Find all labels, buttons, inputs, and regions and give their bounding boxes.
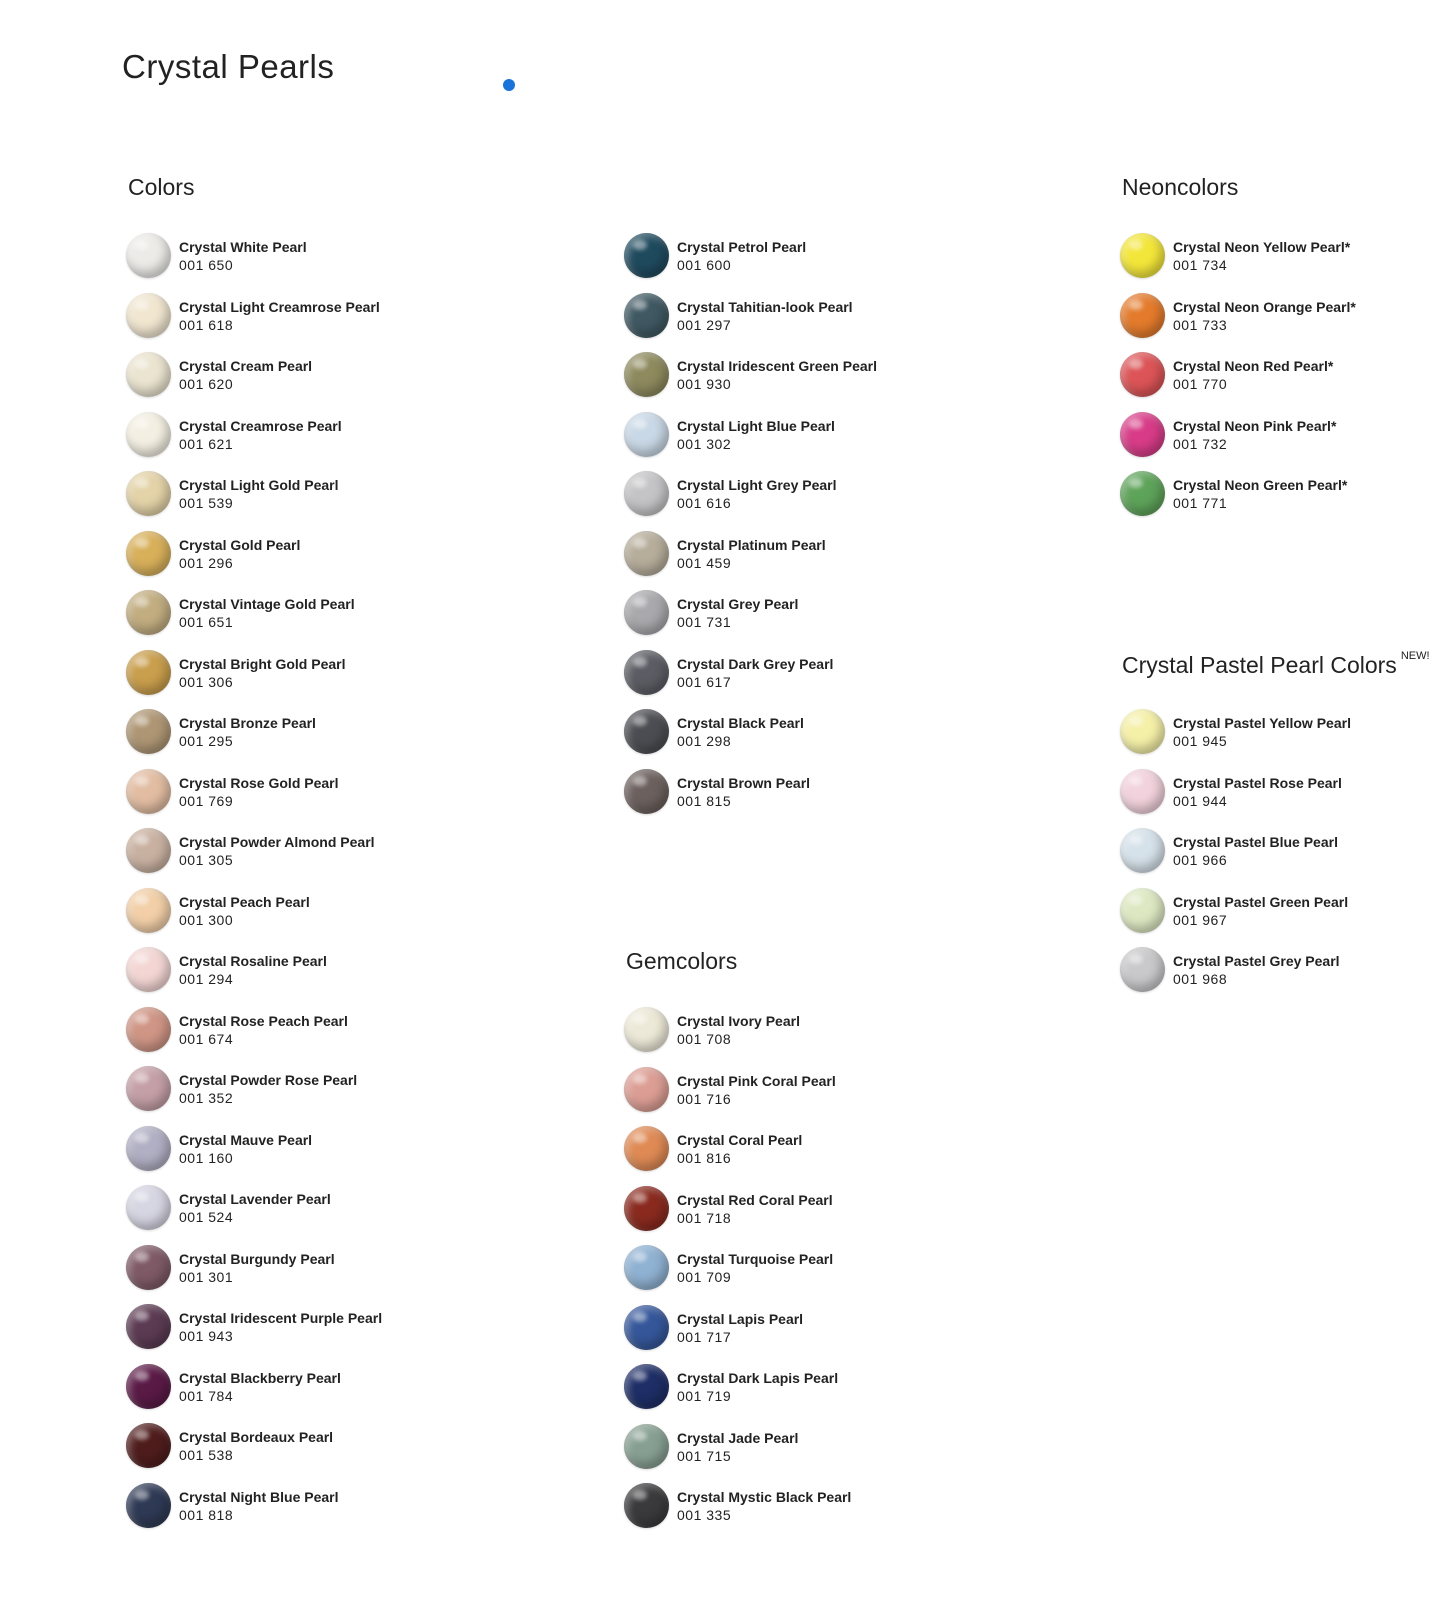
- pearl-swatch: [126, 1185, 171, 1230]
- pearl-swatch: [126, 352, 171, 397]
- swatch-name: Crystal Ivory Pearl: [677, 1013, 800, 1029]
- pearl-swatch: [1120, 709, 1165, 754]
- swatch-name: Crystal Creamrose Pearl: [179, 417, 342, 434]
- swatch-code: 001 294: [179, 971, 234, 987]
- pearl-swatch: [1120, 412, 1165, 457]
- swatch-item: [126, 769, 426, 815]
- swatch-name: Crystal Tahitian-look Pearl: [677, 298, 853, 315]
- pearl-swatch: [126, 590, 171, 635]
- swatch-item: [126, 947, 426, 993]
- swatch-code: 001 538: [179, 1447, 234, 1463]
- pastel-title-text: Crystal Pastel Pearl Colors: [1122, 652, 1397, 678]
- pearl-swatch: [624, 1126, 669, 1171]
- swatch-code: 001 621: [179, 435, 234, 452]
- swatch-code: 001 651: [179, 614, 234, 630]
- pearl-swatch: [126, 293, 171, 338]
- pearl-swatch: [624, 1186, 669, 1231]
- swatch-code: 001 944: [1173, 792, 1228, 809]
- swatch-name: Crystal Black Pearl: [677, 715, 804, 731]
- swatch-name: Crystal Burgundy Pearl: [179, 1250, 335, 1267]
- swatch-code: 001 770: [1173, 376, 1228, 392]
- swatch-item: [126, 1304, 426, 1350]
- swatch-code: 001 718: [677, 1209, 732, 1226]
- swatch-item: [126, 531, 426, 577]
- swatch-code: 001 715: [677, 1447, 732, 1464]
- pearl-swatch: [126, 1364, 171, 1409]
- swatch-item: [624, 1305, 924, 1351]
- section-title-gemcolors: Gemcolors: [626, 948, 738, 974]
- swatch-item: [624, 709, 924, 755]
- pearl-swatch: [126, 531, 171, 576]
- pearl-swatch: [126, 1126, 171, 1171]
- swatch-item: [624, 769, 924, 815]
- swatch-item: [1120, 828, 1420, 874]
- swatch-code: 001 616: [677, 495, 732, 511]
- swatch-name: Crystal Night Blue Pearl: [179, 1488, 339, 1505]
- pearl-swatch: [624, 531, 669, 576]
- swatch-name: Crystal Gold Pearl: [179, 536, 301, 553]
- pearl-swatch: [624, 1067, 669, 1112]
- pearl-swatch: [126, 709, 171, 754]
- swatch-item: [126, 412, 426, 458]
- pearl-swatch: [1120, 293, 1165, 338]
- pearl-swatch: [624, 769, 669, 814]
- pearl-swatch: [624, 590, 669, 635]
- swatch-item: [624, 1364, 924, 1410]
- swatch-name: Crystal Bordeaux Pearl: [179, 1429, 334, 1445]
- swatch-item: [624, 471, 924, 517]
- swatch-code: 001 295: [179, 733, 234, 749]
- swatch-code: 001 734: [1173, 257, 1228, 273]
- page-title: Crystal Pearls: [122, 48, 335, 85]
- swatch-name: Crystal Lapis Pearl: [677, 1310, 804, 1327]
- swatch-name: Crystal Pastel Yellow Pearl: [1173, 715, 1351, 731]
- swatch-name: Crystal Neon Red Pearl*: [1173, 358, 1334, 374]
- pearl-swatch: [126, 412, 171, 457]
- swatch-name: Crystal Rose Peach Pearl: [179, 1012, 348, 1029]
- swatch-item: [624, 233, 924, 279]
- swatch-code: 001 335: [677, 1507, 732, 1523]
- new-badge: NEW!: [1400, 650, 1430, 662]
- swatch-name: Crystal Petrol Pearl: [677, 239, 807, 255]
- swatch-name: Crystal Neon Green Pearl*: [1173, 477, 1348, 493]
- swatch-name: Crystal Peach Pearl: [179, 893, 310, 910]
- pearl-swatch: [624, 709, 669, 754]
- swatch-name: Crystal White Pearl: [179, 239, 307, 255]
- swatch-item: [1120, 471, 1420, 517]
- swatch-item: [126, 1245, 426, 1291]
- pearl-swatch: [624, 1364, 669, 1409]
- swatch-code: 001 708: [677, 1031, 732, 1047]
- swatch-code: 001 352: [179, 1090, 234, 1106]
- pearl-swatch: [126, 1483, 171, 1528]
- pearl-swatch: [624, 1483, 669, 1528]
- pearl-swatch: [624, 293, 669, 338]
- swatch-item: [126, 650, 426, 696]
- swatch-code: 001 539: [179, 495, 234, 511]
- swatch-name: Crystal Brown Pearl: [677, 774, 811, 791]
- swatch-name: Crystal Grey Pearl: [677, 596, 799, 612]
- swatch-item: [624, 1186, 924, 1232]
- pearl-swatch: [624, 1007, 669, 1052]
- swatch-item: [624, 1245, 924, 1291]
- swatch-code: 001 818: [179, 1506, 234, 1523]
- swatch-item: [1120, 709, 1420, 755]
- swatch-name: Crystal Powder Rose Pearl: [179, 1072, 358, 1088]
- swatch-name: Crystal Dark Grey Pearl: [677, 655, 834, 672]
- swatch-name: Crystal Light Gold Pearl: [179, 477, 339, 493]
- swatch-code: 001 719: [677, 1388, 732, 1404]
- swatch-name: Crystal Rose Gold Pearl: [179, 774, 339, 791]
- pearl-swatch: [126, 1007, 171, 1052]
- section-title-pastel: [1122, 650, 1430, 679]
- swatch-code: 001 302: [677, 435, 732, 452]
- swatch-item: [624, 1067, 924, 1113]
- swatch-code: 001 306: [179, 673, 234, 690]
- swatch-name: Crystal Vintage Gold Pearl: [179, 596, 355, 612]
- swatch-item: [624, 531, 924, 577]
- swatch-item: [624, 412, 924, 458]
- swatch-code: 001 732: [1173, 435, 1228, 452]
- swatch-item: [126, 590, 426, 636]
- swatch-item: [624, 352, 924, 398]
- swatch-name: Crystal Rosaline Pearl: [179, 953, 327, 969]
- swatch-code: 001 298: [677, 733, 732, 749]
- swatch-code: 001 784: [179, 1387, 234, 1404]
- swatch-code: 001 524: [179, 1209, 234, 1225]
- swatch-item: [126, 1185, 426, 1231]
- swatch-code: 001 618: [179, 316, 234, 333]
- swatch-item: [1120, 233, 1420, 279]
- swatch-name: Crystal Neon Orange Pearl*: [1173, 298, 1356, 315]
- swatch-item: [126, 888, 426, 934]
- swatch-name: Crystal Pastel Grey Pearl: [1173, 953, 1340, 969]
- swatch-code: 001 296: [179, 554, 234, 571]
- swatch-name: Crystal Pink Coral Pearl: [677, 1072, 836, 1089]
- swatch-item: [126, 293, 426, 339]
- pearl-swatch: [624, 650, 669, 695]
- swatch-name: Crystal Light Blue Pearl: [677, 417, 835, 434]
- swatch-item: [126, 471, 426, 517]
- swatch-code: 001 771: [1173, 495, 1228, 511]
- pearl-swatch: [126, 1245, 171, 1290]
- pearl-swatch: [126, 769, 171, 814]
- swatch-name: Crystal Mystic Black Pearl: [677, 1489, 852, 1505]
- swatch-name: Crystal Mauve Pearl: [179, 1131, 313, 1148]
- pearl-swatch: [1120, 888, 1165, 933]
- pearl-swatch: [624, 1245, 669, 1290]
- swatch-name: Crystal Dark Lapis Pearl: [677, 1370, 839, 1386]
- pearl-swatch: [126, 1066, 171, 1111]
- swatch-name: Crystal Pastel Green Pearl: [1173, 893, 1349, 910]
- swatch-code: 001 297: [677, 316, 732, 333]
- swatch-code: 001 816: [677, 1150, 732, 1166]
- pearl-swatch: [126, 888, 171, 933]
- swatch-item: [126, 1126, 426, 1172]
- swatch-item: [126, 1423, 426, 1469]
- swatch-item: [126, 828, 426, 874]
- pearl-swatch: [126, 828, 171, 873]
- swatch-item: [624, 650, 924, 696]
- swatch-item: [126, 233, 426, 279]
- swatch-item: [624, 1424, 924, 1470]
- swatch-name: Crystal Jade Pearl: [677, 1429, 799, 1446]
- swatch-item: [126, 1364, 426, 1410]
- swatch-item: [126, 1007, 426, 1053]
- pearl-swatch: [1120, 769, 1165, 814]
- pearl-swatch: [624, 1424, 669, 1469]
- swatch-code: 001 459: [677, 554, 732, 571]
- swatch-code: 001 769: [179, 792, 234, 809]
- swatch-code: 001 160: [179, 1149, 234, 1166]
- swatch-name: Crystal Pastel Blue Pearl: [1173, 834, 1338, 850]
- swatch-item: [1120, 769, 1420, 815]
- swatch-code: 001 709: [677, 1269, 732, 1285]
- swatch-code: 001 733: [1173, 316, 1228, 333]
- swatch-code: 001 967: [1173, 911, 1228, 928]
- swatch-name: Crystal Red Coral Pearl: [677, 1191, 833, 1208]
- swatch-name: Crystal Powder Almond Pearl: [179, 834, 375, 850]
- pearl-swatch: [624, 412, 669, 457]
- swatch-item: [624, 590, 924, 636]
- swatch-item: [1120, 888, 1420, 934]
- pearl-swatch: [624, 233, 669, 278]
- swatch-code: 001 305: [179, 852, 234, 868]
- swatch-item: [126, 1483, 426, 1529]
- swatch-item: [126, 352, 426, 398]
- swatch-code: 001 815: [677, 792, 732, 809]
- blue-dot-marker: [503, 79, 515, 91]
- swatch-code: 001 945: [1173, 733, 1228, 749]
- swatch-item: [1120, 947, 1420, 993]
- swatch-name: Crystal Iridescent Green Pearl: [677, 358, 877, 374]
- swatch-code: 001 930: [677, 376, 732, 392]
- swatch-name: Crystal Neon Yellow Pearl*: [1173, 239, 1351, 255]
- swatch-name: Crystal Blackberry Pearl: [179, 1369, 341, 1386]
- pearl-swatch: [1120, 471, 1165, 516]
- pearl-swatch: [624, 1305, 669, 1350]
- swatch-item: [1120, 293, 1420, 339]
- swatch-name: Crystal Iridescent Purple Pearl: [179, 1310, 383, 1326]
- swatch-code: 001 617: [677, 673, 732, 690]
- section-title-neoncolors: Neoncolors: [1122, 174, 1239, 200]
- swatch-item: [126, 1066, 426, 1112]
- swatch-code: 001 620: [179, 376, 234, 392]
- pearl-swatch: [1120, 828, 1165, 873]
- pearl-swatch: [624, 471, 669, 516]
- swatch-code: 001 300: [179, 911, 234, 928]
- swatch-code: 001 301: [179, 1268, 234, 1285]
- swatch-code: 001 943: [179, 1328, 234, 1344]
- swatch-name: Crystal Light Creamrose Pearl: [179, 298, 380, 315]
- swatch-item: [624, 293, 924, 339]
- swatch-name: Crystal Cream Pearl: [179, 358, 313, 374]
- swatch-item: [624, 1126, 924, 1172]
- pearl-swatch: [126, 233, 171, 278]
- swatch-name: Crystal Light Grey Pearl: [677, 477, 837, 493]
- swatch-name: Crystal Neon Pink Pearl*: [1173, 417, 1337, 434]
- pearl-swatch: [1120, 352, 1165, 397]
- pearl-swatch: [126, 471, 171, 516]
- section-title-colors: Colors: [128, 174, 195, 200]
- swatch-name: Crystal Turquoise Pearl: [677, 1251, 834, 1267]
- swatch-code: 001 600: [677, 257, 732, 273]
- pearl-swatch: [1120, 947, 1165, 992]
- swatch-item: [624, 1483, 924, 1529]
- swatch-item: [1120, 412, 1420, 458]
- swatch-code: 001 966: [1173, 852, 1228, 868]
- pearl-swatch: [126, 650, 171, 695]
- swatch-code: 001 716: [677, 1090, 732, 1107]
- pearl-swatch: [126, 947, 171, 992]
- swatch-code: 001 968: [1173, 971, 1228, 987]
- swatch-name: Crystal Coral Pearl: [677, 1132, 803, 1148]
- swatch-code: 001 674: [179, 1030, 234, 1047]
- swatch-code: 001 650: [179, 257, 234, 273]
- swatch-name: Crystal Platinum Pearl: [677, 536, 826, 553]
- swatch-name: Crystal Lavender Pearl: [179, 1191, 331, 1207]
- swatch-name: Crystal Bronze Pearl: [179, 715, 316, 731]
- pearl-swatch: [624, 352, 669, 397]
- swatch-item: [126, 709, 426, 755]
- swatch-name: Crystal Pastel Rose Pearl: [1173, 774, 1342, 791]
- pearl-swatch: [1120, 233, 1165, 278]
- swatch-code: 001 731: [677, 614, 732, 630]
- swatch-item: [624, 1007, 924, 1053]
- swatch-code: 001 717: [677, 1328, 732, 1345]
- swatch-item: [1120, 352, 1420, 398]
- pearl-swatch: [126, 1304, 171, 1349]
- swatch-name: Crystal Bright Gold Pearl: [179, 655, 346, 672]
- pearl-swatch: [126, 1423, 171, 1468]
